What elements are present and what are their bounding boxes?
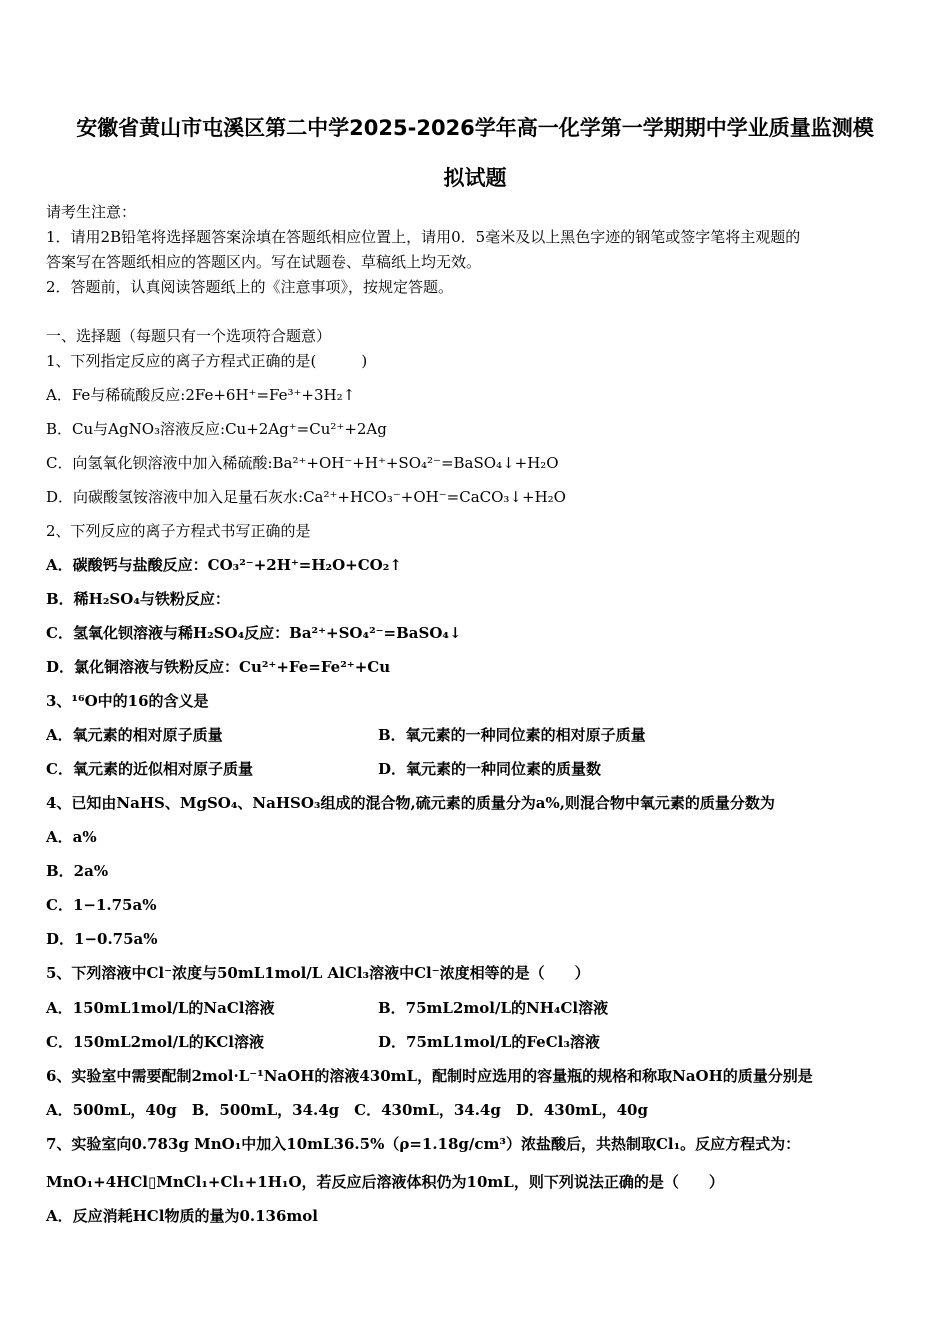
- question-7-option-a: A．反应消耗HCl物质的量为0.136mol: [46, 1207, 318, 1225]
- question-5-option-a: A．150mL1mol/L的NaCl溶液: [46, 999, 275, 1017]
- question-5-option-b: B．75mL2mol/L的NH₄Cl溶液: [378, 999, 609, 1017]
- notice-heading: 请考生注意：: [46, 203, 137, 221]
- question-2-option-a: A．碳酸钙与盐酸反应：CO₃²⁻+2H⁺=H₂O+CO₂↑: [46, 556, 402, 574]
- question-1-option-a: A．Fe与稀硫酸反应:2Fe+6H⁺=Fe³⁺+3H₂↑: [46, 386, 356, 404]
- page-title-line2: 拟试题: [443, 166, 507, 190]
- question-6-stem: 6、实验室中需要配制2mol·L⁻¹NaOH的溶液430mL，配制时应选用的容量瓶的规格和称取NaOH的质量分别是: [46, 1067, 813, 1085]
- question-4-option-c: C．1−1.75a%: [46, 896, 157, 914]
- question-1-stem: 1、下列指定反应的离子方程式正确的是( ): [46, 352, 368, 370]
- question-4-stem: 4、已知由NaHS、MgSO₄、NaHSO₃组成的混合物,硫元素的质量分为a%,则混合物中氧元素的质量分数为: [46, 794, 775, 812]
- question-3-stem: 3、¹⁶O中的16的含义是: [46, 692, 209, 710]
- question-2-stem: 2、下列反应的离子方程式书写正确的是: [46, 522, 311, 540]
- notice-item-1-line2: 答案写在答题纸相应的答题区内。写在试题卷、草稿纸上均无效。: [46, 253, 482, 271]
- question-7-stem: 7、实验室向0.783g MnO₁中加入10mL36.5%（ρ=1.18g/cm³）浓盐酸后，共热制取Cl₁。反应方程式为：: [46, 1135, 801, 1153]
- question-2-option-d: D．氯化铜溶液与铁粉反应：Cu²⁺+Fe=Fe²⁺+Cu: [46, 658, 391, 676]
- question-2-option-c: C．氢氧化钡溶液与稀H₂SO₄反应：Ba²⁺+SO₄²⁻=BaSO₄↓: [46, 624, 462, 642]
- question-4-option-b: B．2a%: [46, 862, 109, 880]
- question-3-option-d: D．氧元素的一种同位素的质量数: [378, 760, 602, 778]
- question-4-option-a: A．a%: [46, 828, 97, 846]
- question-2-option-b: B．稀H₂SO₄与铁粉反应：: [46, 590, 230, 608]
- question-3-option-c: C．氧元素的近似相对原子质量: [46, 760, 253, 778]
- question-3-option-a: A．氧元素的相对原子质量: [46, 726, 223, 744]
- notice-item-2: 2．答题前，认真阅读答题纸上的《注意事项》，按规定答题。: [46, 278, 454, 296]
- question-5-stem: 5、下列溶液中Cl⁻浓度与50mL1mol/L AlCl₃溶液中Cl⁻浓度相等的是（ ）: [46, 964, 590, 982]
- question-6-options: A．500mL，40g B．500mL，34.4g C．430mL，34.4g D．430mL，40g: [46, 1101, 648, 1119]
- question-3-option-b: B．氧元素的一种同位素的相对原子质量: [378, 726, 646, 744]
- question-1-option-d: D．向碳酸氢铵溶液中加入足量石灰水:Ca²⁺+HCO₃⁻+OH⁻=CaCO₃↓+H₂O: [46, 488, 566, 506]
- page-title-line1: 安徽省黄山市屯溪区第二中学2025-2026学年高一化学第一学期期中学业质量监测模: [76, 116, 874, 140]
- question-1-option-c: C．向氢氧化钡溶液中加入稀硫酸:Ba²⁺+OH⁻+H⁺+SO₄²⁻=BaSO₄↓+H₂O: [46, 454, 559, 472]
- question-7-stem-continued: MnO₁+4HCl▯MnCl₁+Cl₁+1H₁O，若反应后溶液体积仍为10mL，则下列说法正确的是（ ）: [46, 1173, 724, 1191]
- question-5-option-c: C．150mL2mol/L的KCl溶液: [46, 1033, 264, 1051]
- question-4-option-d: D．1−0.75a%: [46, 930, 158, 948]
- question-1-option-b: B．Cu与AgNO₃溶液反应:Cu+2Ag⁺=Cu²⁺+2Ag: [46, 420, 387, 438]
- section-heading: 一、选择题（每题只有一个选项符合题意）: [46, 327, 332, 345]
- notice-item-1-line1: 1．请用2B铅笔将选择题答案涂填在答题纸相应位置上，请用0．5毫米及以上黑色字迹的钢笔或签字笔将主观题的: [46, 228, 801, 246]
- question-5-option-d: D．75mL1mol/L的FeCl₃溶液: [378, 1033, 600, 1051]
